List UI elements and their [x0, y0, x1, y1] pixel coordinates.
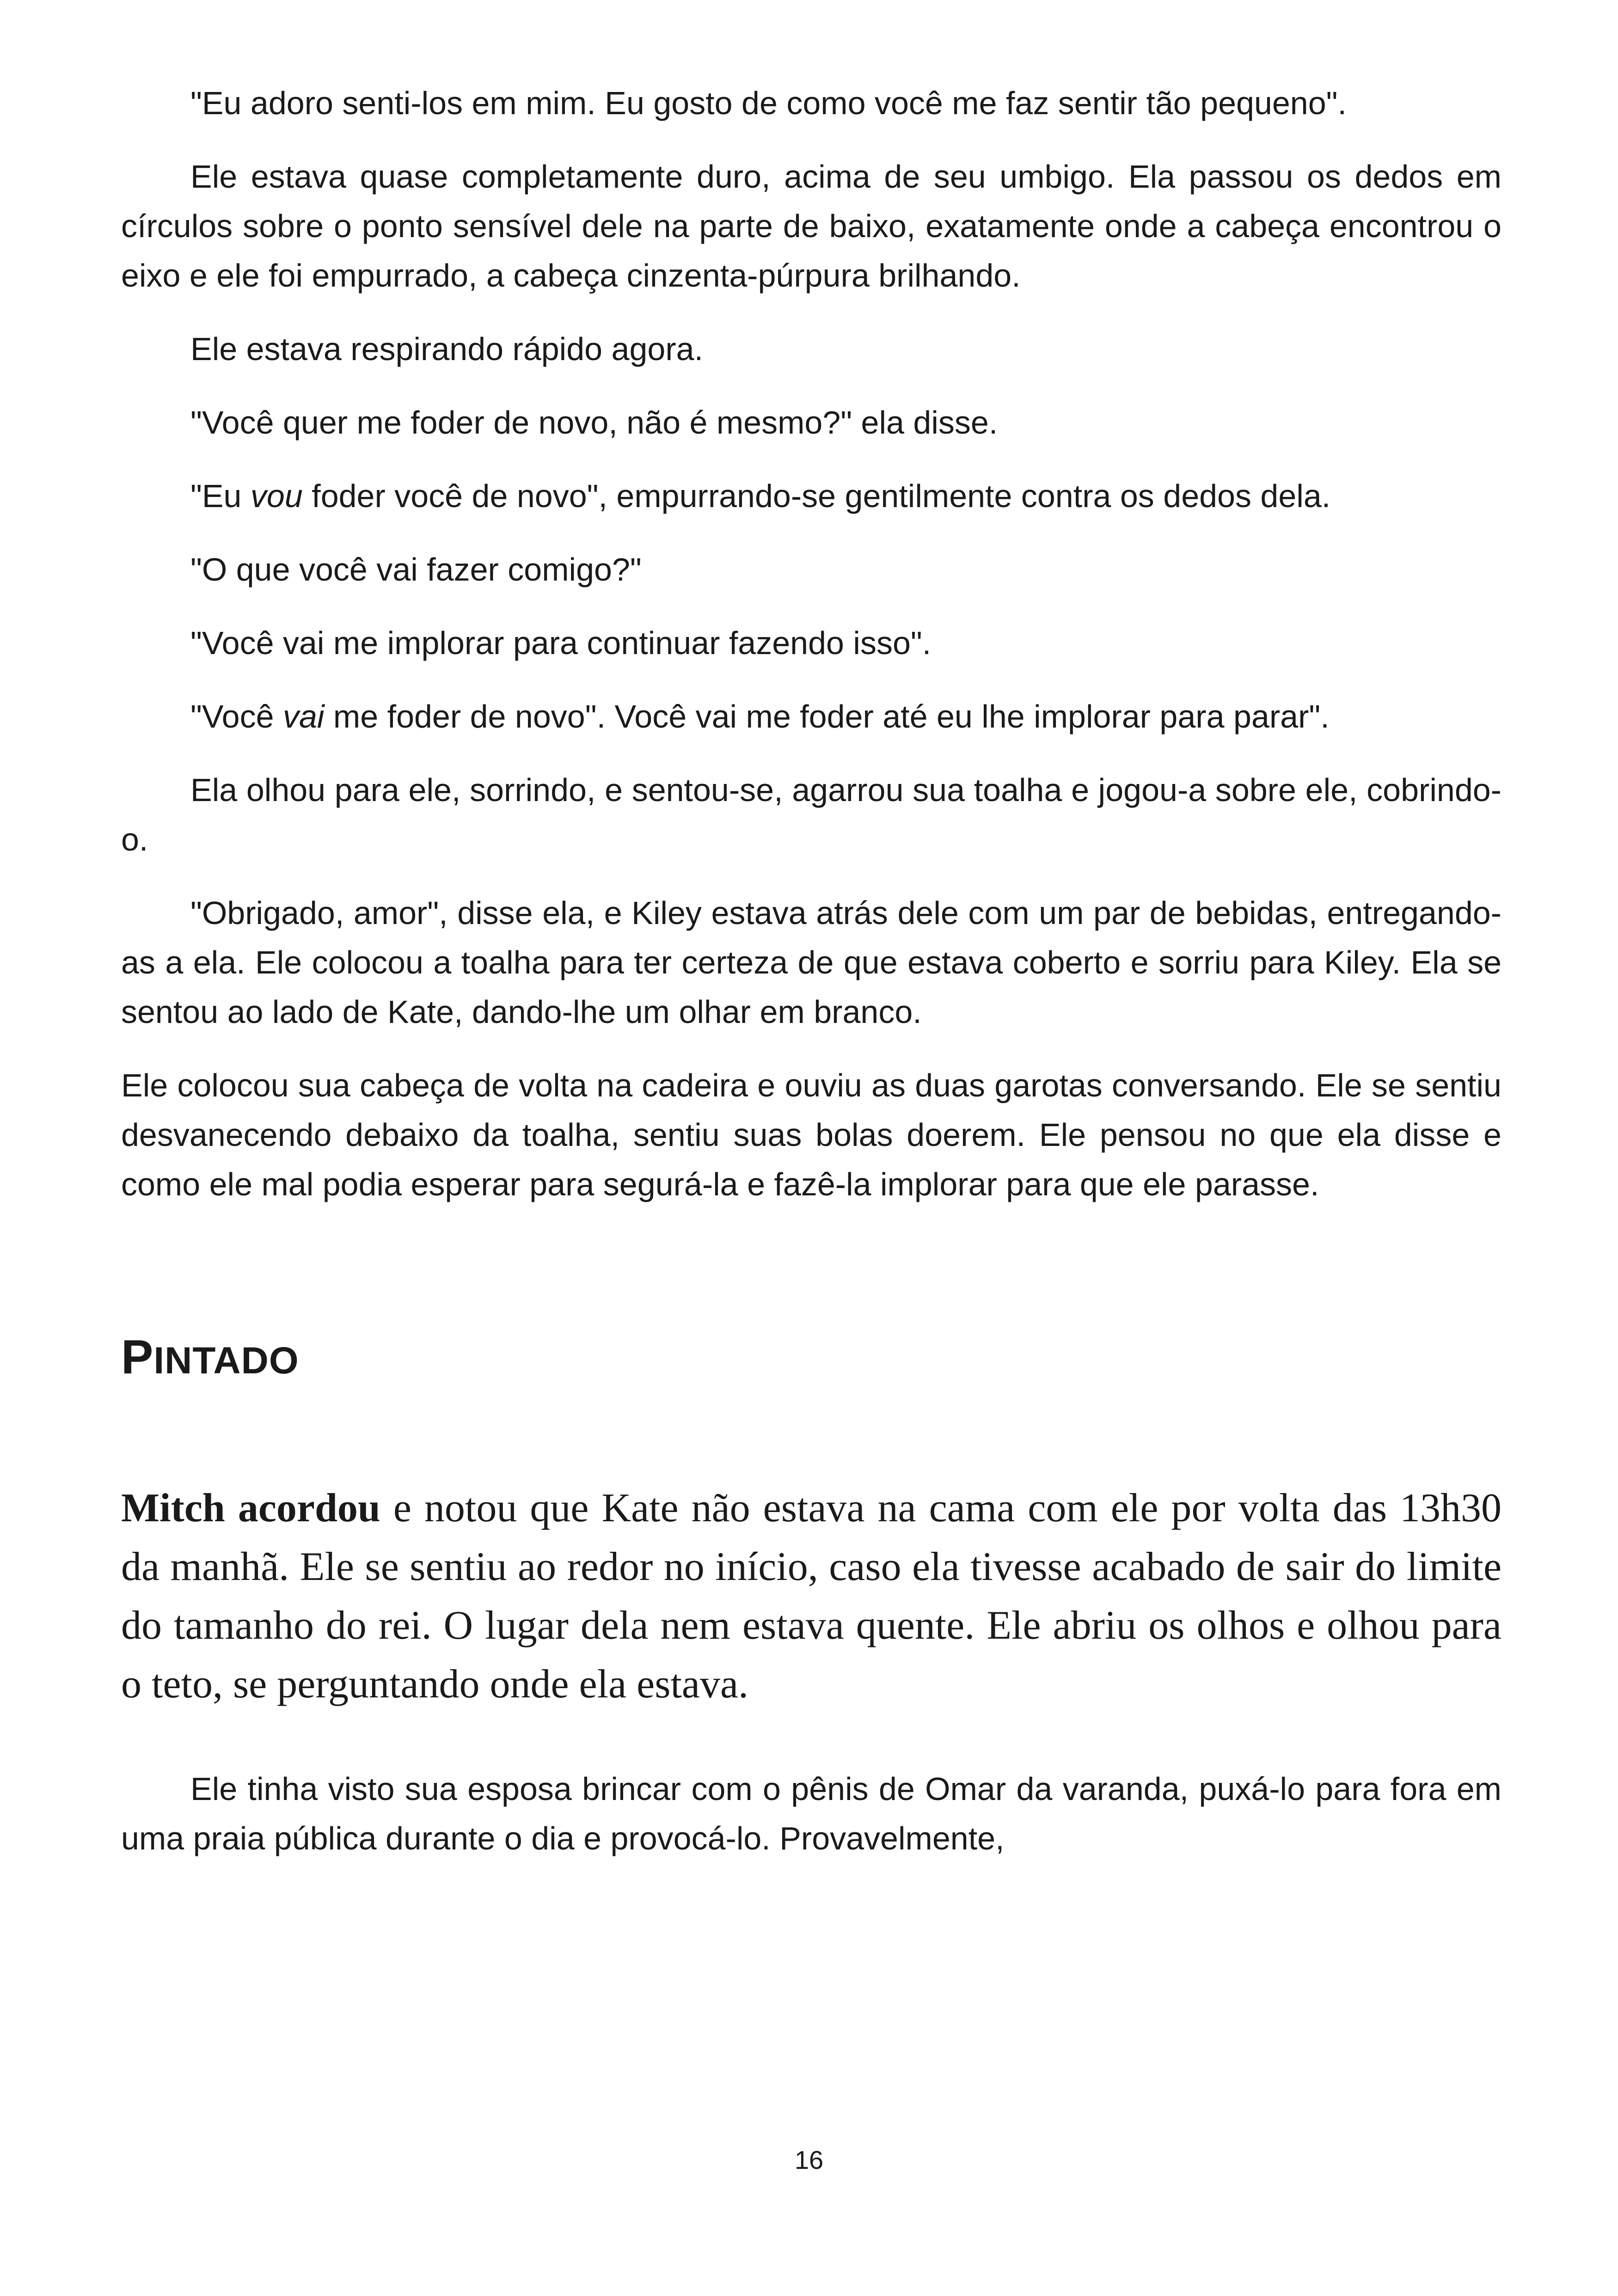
- paragraph-last: Ele tinha visto sua esposa brincar com o pênis de Omar da varanda, puxá-lo para fora em uma praia pública durante o dia e provocá-lo. Provavelmente,: [121, 1771, 1502, 1856]
- spacer: [121, 1714, 1502, 1764]
- paragraph-7: "Você vai me implorar para continuar fazendo isso".: [190, 625, 932, 661]
- paragraph-8-end: me foder de novo". Você vai me foder até eu lhe implorar para parar".: [324, 698, 1330, 735]
- paragraph-8-start: "Você: [190, 698, 283, 735]
- paragraph-1: "Eu adoro senti-los em mim. Eu gosto de como você me faz sentir tão pequeno".: [190, 85, 1347, 121]
- paragraph-9: Ela olhou para ele, sorrindo, e sentou-se, agarrou sua toalha e jogou-a sobre ele, cobrindo-o.: [121, 772, 1502, 857]
- paragraph-10: "Obrigado, amor", disse ela, e Kiley estava atrás dele com um par de bebidas, entregando-as a ela. Ele colocou a toalha para ter certeza de que estava coberto e sorriu para Kiley. Ela se sentou ao lado de Kate, dando-lhe um olhar em branco.: [121, 895, 1502, 1030]
- paragraph-6: "O que você vai fazer comigo?": [190, 551, 642, 588]
- paragraph-3: Ele estava respirando rápido agora.: [190, 331, 704, 367]
- paragraph-2: Ele estava quase completamente duro, acima de seu umbigo. Ela passou os dedos em círculos sobre o ponto sensível dele na parte de baixo, exatamente onde a cabeça encontrou o eixo e ele foi empurrado, a cabeça cinzenta-púrpura brilhando.: [121, 159, 1502, 294]
- paragraph-5-emphasis: vou: [250, 478, 303, 514]
- page-body: [121, 79, 1502, 1887]
- paragraph-5-end: foder você de novo", empurrando-se gentilmente contra os dedos dela.: [302, 478, 1331, 514]
- page-number: 16: [794, 2145, 824, 2174]
- paragraph-8-emphasis: vai: [283, 698, 325, 735]
- section-heading: [121, 1327, 1502, 1391]
- paragraph-8: [121, 692, 1502, 741]
- chapter-opening-rest: e notou que Kate não estava na cama com ele por volta das 13h30 da manhã. Ele se sentiu ao redor no início, caso ela tivesse acabado de sair do limite do tamanho do rei. O lugar dela nem estava quente. Ele abriu os olhos e olhou para o teto, se perguntando onde ela estava.: [121, 1486, 1502, 1707]
- section-heading-smallcaps: INTADO: [153, 1340, 299, 1382]
- section-heading-initial: P: [121, 1330, 154, 1384]
- paragraph-4: "Você quer me foder de novo, não é mesmo?" ela disse.: [190, 404, 998, 441]
- chapter-opening-lead: Mitch acordou: [121, 1486, 380, 1531]
- chapter-opening-paragraph: [121, 1479, 1502, 1714]
- paragraph-5: [121, 471, 1502, 521]
- paragraph-5-start: "Eu: [190, 478, 251, 514]
- paragraph-11: Ele colocou sua cabeça de volta na cadeira e ouviu as duas garotas conversando. Ele se sentiu desvanecendo debaixo da toalha, sentiu suas bolas doerem. Ele pensou no que ela disse e como ele mal podia esperar para segurá-la e fazê-la implorar para que ele parasse.: [121, 1067, 1502, 1202]
